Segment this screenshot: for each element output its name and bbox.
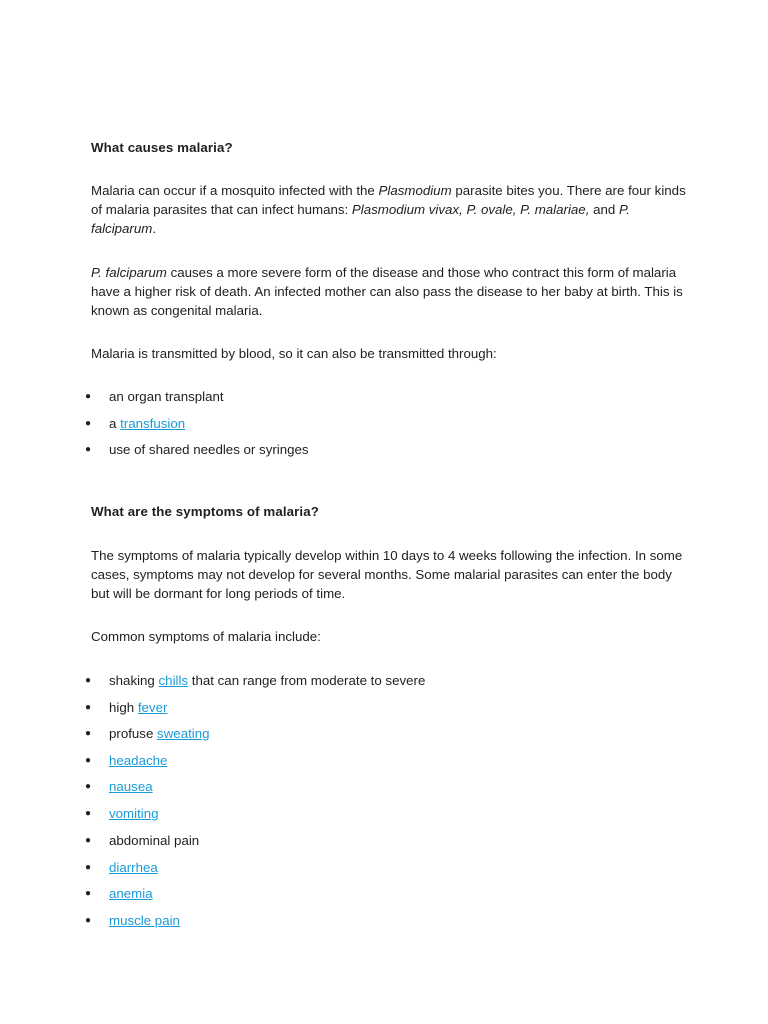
bullet-icon: ● xyxy=(85,418,92,429)
bullet-icon: ● xyxy=(85,862,92,873)
list-item-text xyxy=(109,804,159,823)
bullet-icon: ● xyxy=(85,728,92,739)
bullet-icon: ● xyxy=(85,675,92,686)
list-item-text: high fever xyxy=(109,700,168,715)
list-item-text xyxy=(109,884,153,903)
list-item-text xyxy=(109,751,167,770)
bullet-icon: ● xyxy=(85,808,92,819)
link-chills[interactable]: chills xyxy=(158,673,189,688)
paragraph-transmission: Malaria is transmitted by blood, so it can also be transmitted through: xyxy=(91,346,497,361)
heading-symptoms-of-malaria: What are the symptoms of malaria? xyxy=(91,504,319,519)
link-transfusion[interactable]: transfusion xyxy=(120,416,186,431)
bullet-icon: ● xyxy=(85,835,92,846)
list-item-text xyxy=(109,777,153,796)
list-item-text xyxy=(109,858,158,877)
paragraph-causes: Malaria can occur if a mosquito infected with the Plasmodium parasite bites you. There are four kinds of malaria parasites that can infect humans: Plasmodium vivax, P. ovale, P. malariae, and P. falciparum. xyxy=(91,183,686,236)
list-item-text: shaking chills that can range from moderate to severe xyxy=(109,673,426,688)
list-item-text: profuse sweating xyxy=(109,726,210,741)
list-item-text xyxy=(109,911,180,930)
link-muscle-pain[interactable]: muscle pain xyxy=(109,913,180,928)
paragraph-falciparum: P. falciparum causes a more severe form of the disease and those who contract this form of malaria have a higher risk of death. An infected mother can also pass the disease to her baby at birth. This is known as congenital malaria. xyxy=(91,265,683,318)
bullet-icon: ● xyxy=(85,888,92,899)
bullet-icon: ● xyxy=(85,781,92,792)
bullet-icon: ● xyxy=(85,444,92,455)
link-diarrhea[interactable]: diarrhea xyxy=(109,860,158,875)
bullet-icon: ● xyxy=(85,702,92,713)
bullet-icon: ● xyxy=(85,755,92,766)
link-vomiting[interactable]: vomiting xyxy=(109,806,159,821)
link-fever[interactable]: fever xyxy=(137,700,168,715)
heading-what-causes-malaria: What causes malaria? xyxy=(91,140,233,155)
link-headache[interactable]: headache xyxy=(109,753,168,768)
link-nausea[interactable]: nausea xyxy=(109,779,153,794)
link-sweating[interactable]: sweating xyxy=(157,726,210,741)
paragraph-symptoms: The symptoms of malaria typically develop within 10 days to 4 weeks following the infection. In some cases, symptoms may not develop for several months. Some malarial parasites can enter the body but will be dormant for long periods of time. xyxy=(91,548,683,601)
paragraph-common-symptoms: Common symptoms of malaria include: xyxy=(91,629,321,644)
list-item-text: an organ transplant xyxy=(109,389,224,404)
bullet-icon: ● xyxy=(85,915,92,926)
link-anemia[interactable]: anemia xyxy=(109,886,153,901)
list-item-text: abdominal pain xyxy=(109,833,200,848)
list-item-text: use of shared needles or syringes xyxy=(109,442,309,457)
bullet-icon: ● xyxy=(85,391,92,402)
list-item-text: a transfusion xyxy=(109,416,186,431)
